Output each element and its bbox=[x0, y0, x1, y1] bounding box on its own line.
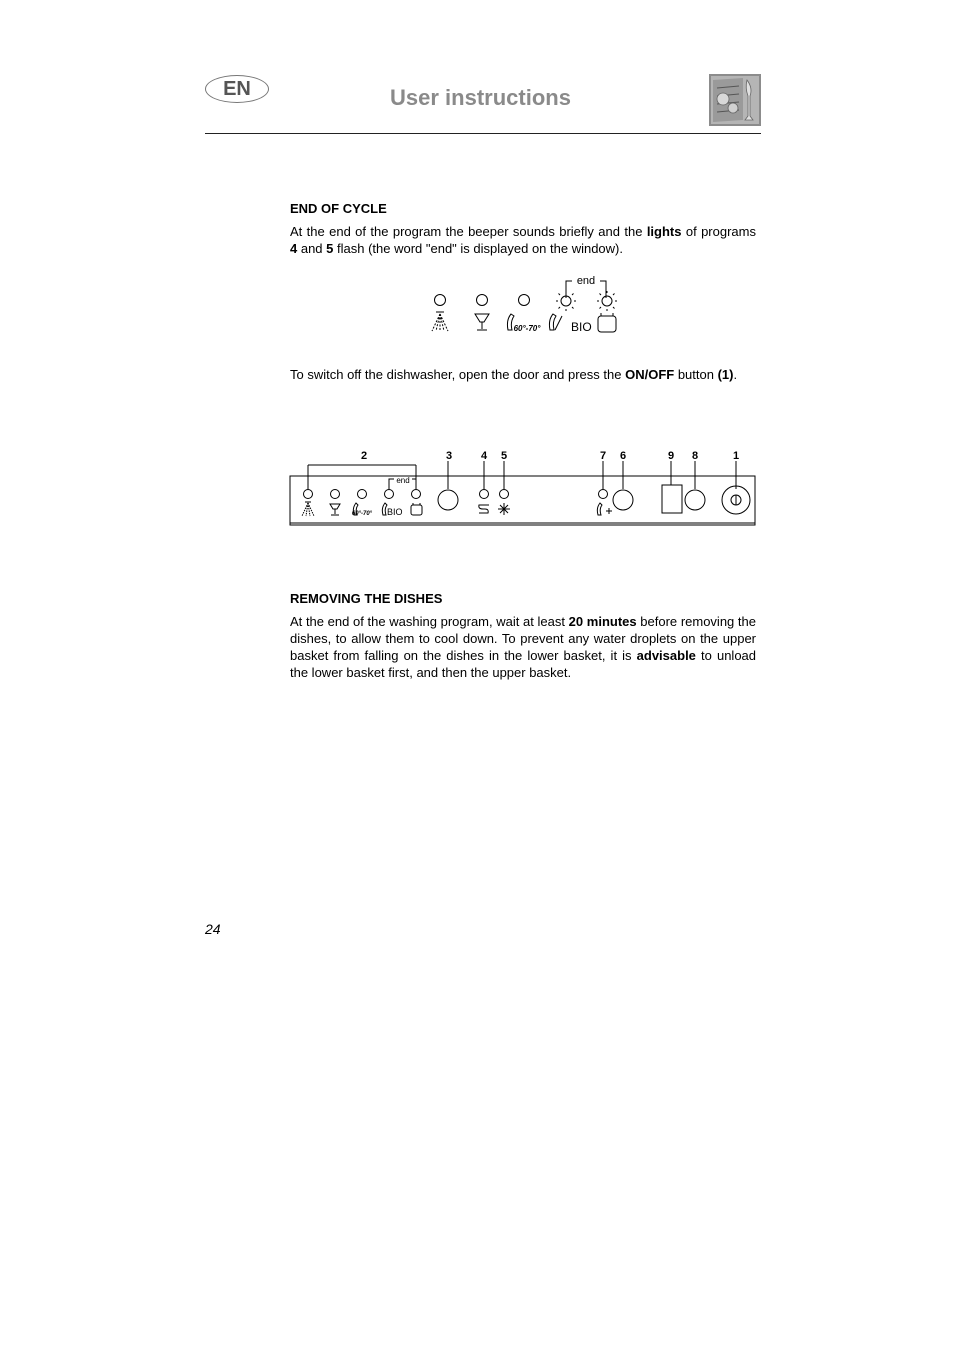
panel-light-program-1 bbox=[304, 490, 313, 499]
salt-icon bbox=[479, 505, 489, 513]
panel-light-program-3 bbox=[358, 490, 367, 499]
label-9: 9 bbox=[667, 450, 675, 462]
label-5: 5 bbox=[500, 450, 508, 462]
panel-pot-icon bbox=[411, 503, 422, 515]
half-load-indicator-light bbox=[599, 490, 608, 499]
label-7: 7 bbox=[599, 450, 607, 462]
panel-end-label: end bbox=[396, 476, 410, 485]
glass-icon bbox=[475, 314, 489, 330]
panel-shower-icon bbox=[302, 502, 314, 516]
label-6: 6 bbox=[619, 450, 627, 462]
panel-glass-icon bbox=[330, 504, 340, 515]
pan-bio-icon bbox=[549, 314, 562, 330]
end-of-cycle-heading: END OF CYCLE bbox=[290, 201, 387, 216]
pot-icon bbox=[598, 313, 616, 332]
bio-label: BIO bbox=[571, 320, 592, 334]
label-1: 1 bbox=[732, 450, 740, 462]
delay-start-button bbox=[685, 490, 705, 510]
indicator-light-2 bbox=[477, 295, 488, 306]
program-indicator-lights-figure bbox=[420, 270, 630, 340]
panel-temperature-label: 60°-70° bbox=[351, 511, 373, 517]
header-divider bbox=[205, 133, 761, 134]
removing-dishes-heading: REMOVING THE DISHES bbox=[290, 591, 443, 606]
control-panel-diagram bbox=[288, 445, 758, 530]
rinse-aid-icon bbox=[498, 503, 510, 515]
end-label: end bbox=[576, 275, 596, 287]
half-load-icon bbox=[597, 503, 602, 515]
indicator-light-1 bbox=[435, 295, 446, 306]
shower-icon bbox=[432, 312, 448, 331]
half-load-button bbox=[613, 490, 633, 510]
label-8: 8 bbox=[691, 450, 699, 462]
removing-dishes-paragraph: At the end of the washing program, wait at least 20 minutes before removing the dishes, to allow them to cool down. To prevent any water droplets on the upper basket from falling on the dishes in the lower basket, it is advisable to unload the lower basket first, and then the upper basket. bbox=[290, 614, 757, 680]
label-3: 3 bbox=[445, 450, 453, 462]
panel-light-program-2 bbox=[331, 490, 340, 499]
salt-indicator-light bbox=[480, 490, 489, 499]
end-of-cycle-paragraph: At the end of the program the beeper sounds briefly and the lights of programs 4 and 5 flash (the word "end" is displayed on the window). bbox=[290, 224, 756, 256]
dishwasher-thumbnail-image bbox=[709, 74, 761, 126]
language-badge: EN bbox=[205, 75, 269, 103]
panel-bio-label: BIO bbox=[387, 507, 403, 517]
program-select-button bbox=[438, 490, 458, 510]
indicator-light-3 bbox=[519, 295, 530, 306]
page-title: User instructions bbox=[390, 85, 571, 110]
indicator-light-5-flashing bbox=[597, 291, 617, 311]
temperature-label: 60°-70° bbox=[513, 324, 541, 333]
panel-light-program-5 bbox=[412, 490, 421, 499]
rinse-aid-indicator-light bbox=[500, 490, 509, 499]
page-number: 24 bbox=[205, 921, 221, 937]
label-2: 2 bbox=[360, 450, 368, 462]
label-4: 4 bbox=[480, 450, 488, 462]
panel-light-program-4 bbox=[385, 490, 394, 499]
switch-off-paragraph: To switch off the dishwasher, open the door and press the ON/OFF button (1). bbox=[290, 367, 738, 382]
delay-display bbox=[662, 485, 682, 513]
